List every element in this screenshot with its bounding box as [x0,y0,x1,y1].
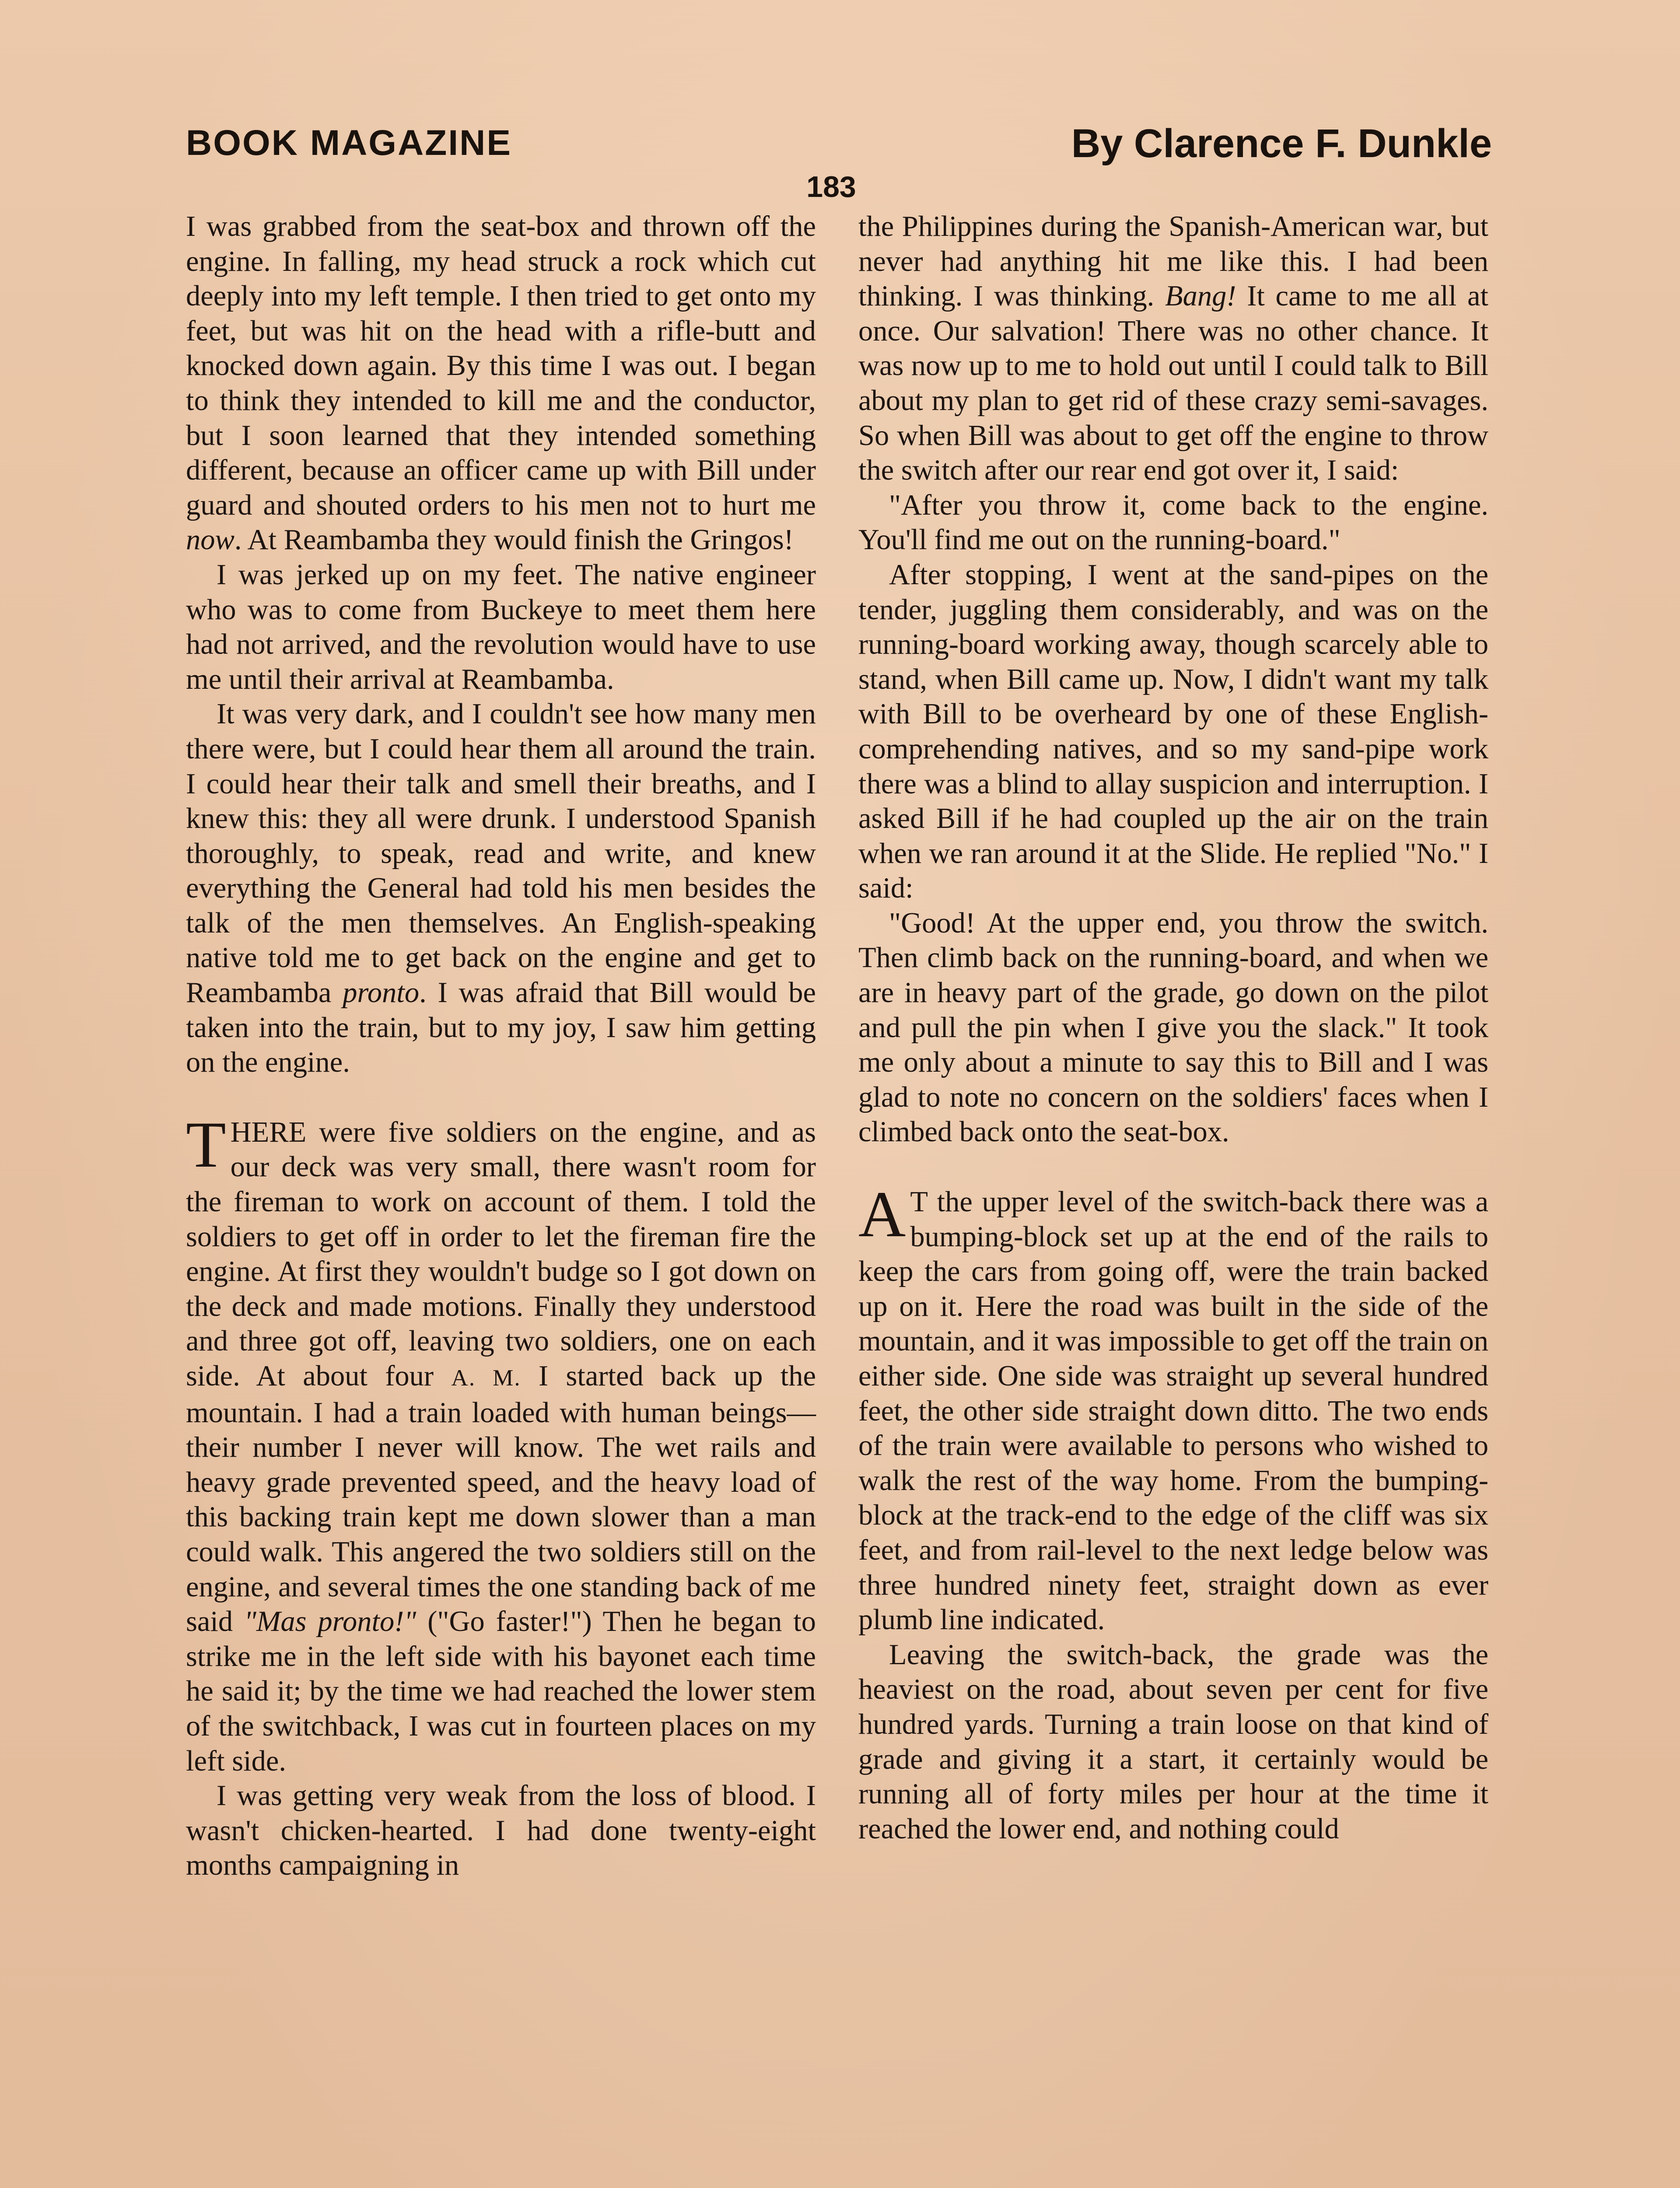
paragraph: After stopping, I went at the sand-pipes on the tender, juggling them considerably, and was on the running-board working away, though scarcely able to stand, when Bill came up. Now, I didn't want my talk with Bill to be overheard by one of these English-comprehending natives, and so my sand-pipe work there was a blind to allay suspicion and interruption. I asked Bill if he had coupled up the air on the train when we ran around it at the Slide. He replied "No." I said: [858,558,1488,905]
paragraph: It was very dark, and I couldn't see how many men there were, but I could hear them all around the train. I could hear their talk and smell their breaths, and I knew this: they all were drunk. I understood Spanish thoroughly, to speak, read and write, and knew everything the General had told his men besides the talk of the men themselves. An English-speaking native told me to get back on the engine and get to Reambamba pronto. I was afraid that Bill would be taken into the train, but to my joy, I saw him getting on the engine. [186,698,816,1079]
section-paragraph: THERE were five soldiers on the engine, and as our deck was very small, there wasn't room for the fireman to work on account of them. I told the soldiers to get off in order to let the fireman fire the engine. At first they wouldn't budge so I got down on the deck and made motions. Finally they understood and three got off, leaving two soldiers, one on each side. At about four A. M. I started back up the mountain. I had a train loaded with human beings—their number I never will know. The wet rails and heavy grade prevented speed, and the heavy load of this backing train kept me down slower than a man could walk. This angered the two soldiers still on the engine, and several times the one standing back of me said "Mas pronto!" ("Go faster!") Then he began to strike me in the left side with his bayonet each time he said it; by the time we had reached the lower stem of the switchback, I was cut in fourteen places on my left side. [186,1108,816,1777]
paragraph: Leaving the switch-back, the grade was the heaviest on the road, about seven per cent for five hundred yards. Turning a train loose on that kind of grade and giving it a start, it certainly would be running all of forty miles per hour at the time it reached the lower end, and nothing could [858,1638,1488,1845]
drop-cap: T [186,1108,226,1181]
drop-cap: A [858,1178,906,1251]
publication-title: BOOK MAGAZINE [186,123,512,163]
paragraph: I was grabbed from the seat-box and thrown off the engine. In falling, my head struck a rock which cut deeply into my left temple. I then tried to get onto my feet, but was hit on the head with a rifle-butt and knocked down again. By this time I was out. I began to think they intended to kill me and the conductor, but I soon learned that they intended something different, because an officer came up with Bill under guard and shouted orders to his men not to hurt me now. At Reambamba they would finish the Gringos! [186,210,816,556]
page-number: 183 [806,170,856,203]
paragraph: the Philippines during the Spanish-American war, but never had anything hit me like this. I had been thinking. I was thinking. Bang! It came to me all at once. Our salvation! There was no other chance. It was now up to me to hold out until I could talk to Bill about my plan to get rid of these crazy semi-savages. So when Bill was about to get off the engine to throw the switch after our rear end got over it, I said: [858,210,1489,487]
section-paragraph: A T the upper level of the switch-back there was a bumping-block set up at the end of the rails to keep the cars from going off, were the train backed up on it. Here the road was built in the side of the mountain, and it was impossible to get off the train on either side. One side was straight up several hundred feet, the other side straight down ditto. The two ends of the train were available to persons who wished to walk the rest of the way home. From the bumping-block at the track-end to the edge of the cliff was six feet, and from rail-level to the next ledge below was three hundred ninety feet, straight down as ever plumb line indicated. [858,1178,1488,1636]
paragraph: I was jerked up on my feet. The native engineer who was to come from Buckeye to meet them here had not arrived, and the revolution would have to use me until their arrival at Reambamba. [186,558,816,695]
paragraph: "After you throw it, come back to the engine. You'll find me out on the running-board." [858,489,1488,556]
author-byline: By Clarence F. Dunkle [1071,121,1492,166]
paragraph: "Good! At the upper end, you throw the switch. Then climb back on the running-board, and when we are in heavy part of the grade, go down on the pilot and pull the pin when I give you the slack." It took me only about a minute to say this to Bill and I was glad to note no concern on the soldiers' faces when I climbed back onto the seat-box. [858,907,1488,1148]
right-column [858,209,1488,1846]
left-column [186,209,816,1883]
paragraph: I was getting very weak from the loss of blood. I wasn't chicken-hearted. I had done twenty-eight months campaigning in [186,1780,816,1882]
